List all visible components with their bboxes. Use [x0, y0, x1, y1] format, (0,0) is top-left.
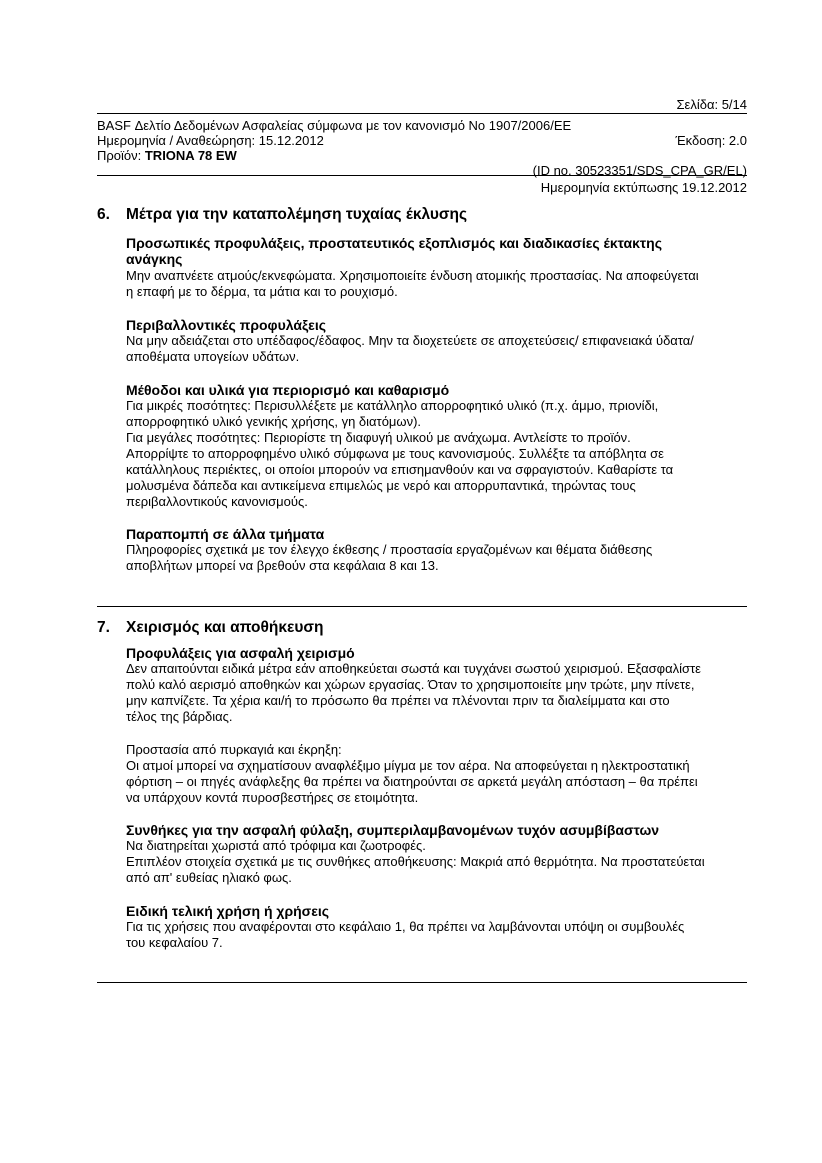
text-line: Δεν απαιτούνται ειδικά μέτρα εάν αποθηκεύεται σωστά και τυγχάνει σωστού χειρισμού. Εξασφαλίστε: [126, 661, 701, 676]
subsection-heading: Παραπομπή σε άλλα τμήματα: [126, 526, 325, 542]
text-line: του κεφαλαίου 7.: [126, 935, 223, 950]
text-line: απορροφητικό υλικό γενικής χρήσης, γη διατόμων).: [126, 414, 422, 429]
subsection-heading: Ειδική τελική χρήση ή χρήσεις: [126, 903, 330, 919]
text-line: Για τις χρήσεις που αναφέρονται στο κεφάλαιο 1, θα πρέπει να λαμβάνονται υπόψη οι συμβουλές: [126, 919, 685, 934]
header-divider: [97, 113, 747, 114]
text-line: τέλος της βάρδιας.: [126, 709, 233, 724]
print-date: Ημερομηνία εκτύπωσης 19.12.2012: [540, 180, 747, 195]
paragraph: [126, 542, 652, 574]
text-line: φόρτιση – οι πηγές ανάφλεξης θα πρέπει να διατηρούνται σε αρκετά μεγάλη απόσταση – θα πρέπει: [126, 774, 698, 789]
document-id: (ID no. 30523351/SDS_CPA_GR/EL): [532, 163, 747, 178]
text-line: μην καπνίζετε. Τα χέρια και/ή το πρόσωπο θα πρέπει να πλένονται πριν τα διαλείμματα και στο: [126, 693, 670, 708]
text-line: Οι ατμοί μπορεί να σχηματίσουν αναφλέξιμο μίγμα με τον αέρα. Να αποφεύγεται η ηλεκτροστατική: [126, 758, 690, 773]
text-line: πολύ καλό αερισμό αποθηκών και χώρων εργασίας. Όταν το χρησιμοποιείτε μην τρώτε, μην πίνετε,: [126, 677, 695, 692]
section-number: 7.: [97, 619, 110, 636]
subsection-heading: Προσωπικές προφυλάξεις, προστατευτικός εξοπλισμός και διαδικασίες έκτακτης: [126, 235, 663, 251]
text-line: Επιπλέον στοιχεία σχετικά με τις συνθήκες αποθήκευσης: Μακριά από θερμότητα. Να προστατεύεται: [126, 854, 705, 869]
paragraph: [126, 742, 698, 806]
text-line: η επαφή με το δέρμα, τα μάτια και το ρουχισμό.: [126, 284, 398, 299]
text-line: Για μικρές ποσότητες: Περισυλλέξετε με κατάλληλο απορροφητικό υλικό (π.χ. άμμο, πριονίδι,: [126, 398, 659, 413]
paragraph: [126, 333, 694, 365]
text-line: Να διατηρείται χωριστά από τρόφιμα και ζωοτροφές.: [126, 838, 426, 853]
text-line: μολυσμένα δάπεδα και αντικείμενα επιμελώς με νερό και απορρυπαντικά, τηρώντας τους: [126, 478, 636, 493]
text-line: Μην αναπνέετε ατμούς/εκνεφώματα. Χρησιμοποιείτε ένδυση ατομικής προστασίας. Να αποφεύγεται: [126, 268, 699, 283]
subsection-heading: Μέθοδοι και υλικά για περιορισμό και καθαρισμό: [126, 382, 450, 398]
text-line: Πληροφορίες σχετικά με τον έλεγχο έκθεσης / προστασία εργαζομένων και θέματα διάθεσης: [126, 542, 653, 557]
text-line: Να μην αδειάζεται στο υπέδαφος/έδαφος. Μην τα διοχετεύετε σε αποχετεύσεις/ επιφανειακά ύδατα/: [126, 333, 694, 348]
subsection-heading-cont: ανάγκης: [126, 251, 183, 267]
subsection-heading: Συνθήκες για την ασφαλή φύλαξη, συμπεριλαμβανομένων τυχόν ασυμβίβαστων: [126, 822, 660, 838]
version-label: Έκδοση: 2.0: [675, 133, 747, 148]
paragraph: [126, 919, 684, 951]
section-title: Μέτρα για την καταπολέμηση τυχαίας έκλυσης: [126, 206, 468, 223]
text-line: κατάλληλους περιέκτες, οι οποίοι μπορούν να επισημανθούν και να σφραγιστούν. Καθαρίστε τα: [126, 462, 674, 477]
paragraph: [126, 268, 699, 300]
product-prefix: Προϊόν:: [97, 148, 145, 163]
text-line: Προστασία από πυρκαγιά και έκρηξη:: [126, 742, 342, 757]
page-number: Σελίδα: 5/14: [676, 97, 747, 112]
text-line: Για μεγάλες ποσότητες: Περιορίστε τη διαφυγή υλικού με ανάχωμα. Αντλείστε το προϊόν.: [126, 430, 631, 445]
subsection-heading: Περιβαλλοντικές προφυλάξεις: [126, 317, 326, 333]
product-line: [97, 148, 237, 163]
paragraph: [126, 661, 701, 725]
document-title: BASF Δελτίο Δεδομένων Ασφαλείας σύμφωνα με τον κανονισμό Νο 1907/2006/ΕΕ: [97, 118, 572, 133]
product-name: TRIONA 78 EW: [144, 148, 237, 163]
subsection-heading: Προφυλάξεις για ασφαλή χειρισμό: [126, 645, 355, 661]
text-line: από απ' ευθείας ηλιακό φως.: [126, 870, 292, 885]
section-divider: [97, 982, 747, 983]
text-line: να υπάρχουν κοντά πυροσβεστήρες σε ετοιμότητα.: [126, 790, 419, 805]
revision-date: Ημερομηνία / Αναθεώρηση: 15.12.2012: [97, 133, 324, 148]
section-number: 6.: [97, 206, 110, 223]
section-title: Χειρισμός και αποθήκευση: [126, 619, 324, 636]
text-line: Απορρίψτε το απορροφημένο υλικό σύμφωνα με τους κανονισμούς. Συλλέξτε τα απόβλητα σε: [126, 446, 664, 461]
text-line: αποθέματα υπογείων υδάτων.: [126, 349, 300, 364]
text-line: περιβαλλοντικούς κανονισμούς.: [126, 494, 308, 509]
paragraph: [126, 398, 673, 510]
paragraph: [126, 838, 705, 886]
section-divider: [97, 606, 747, 607]
text-line: αποβλήτων μπορεί να βρεθούν στα κεφάλαια 8 και 13.: [126, 558, 439, 573]
